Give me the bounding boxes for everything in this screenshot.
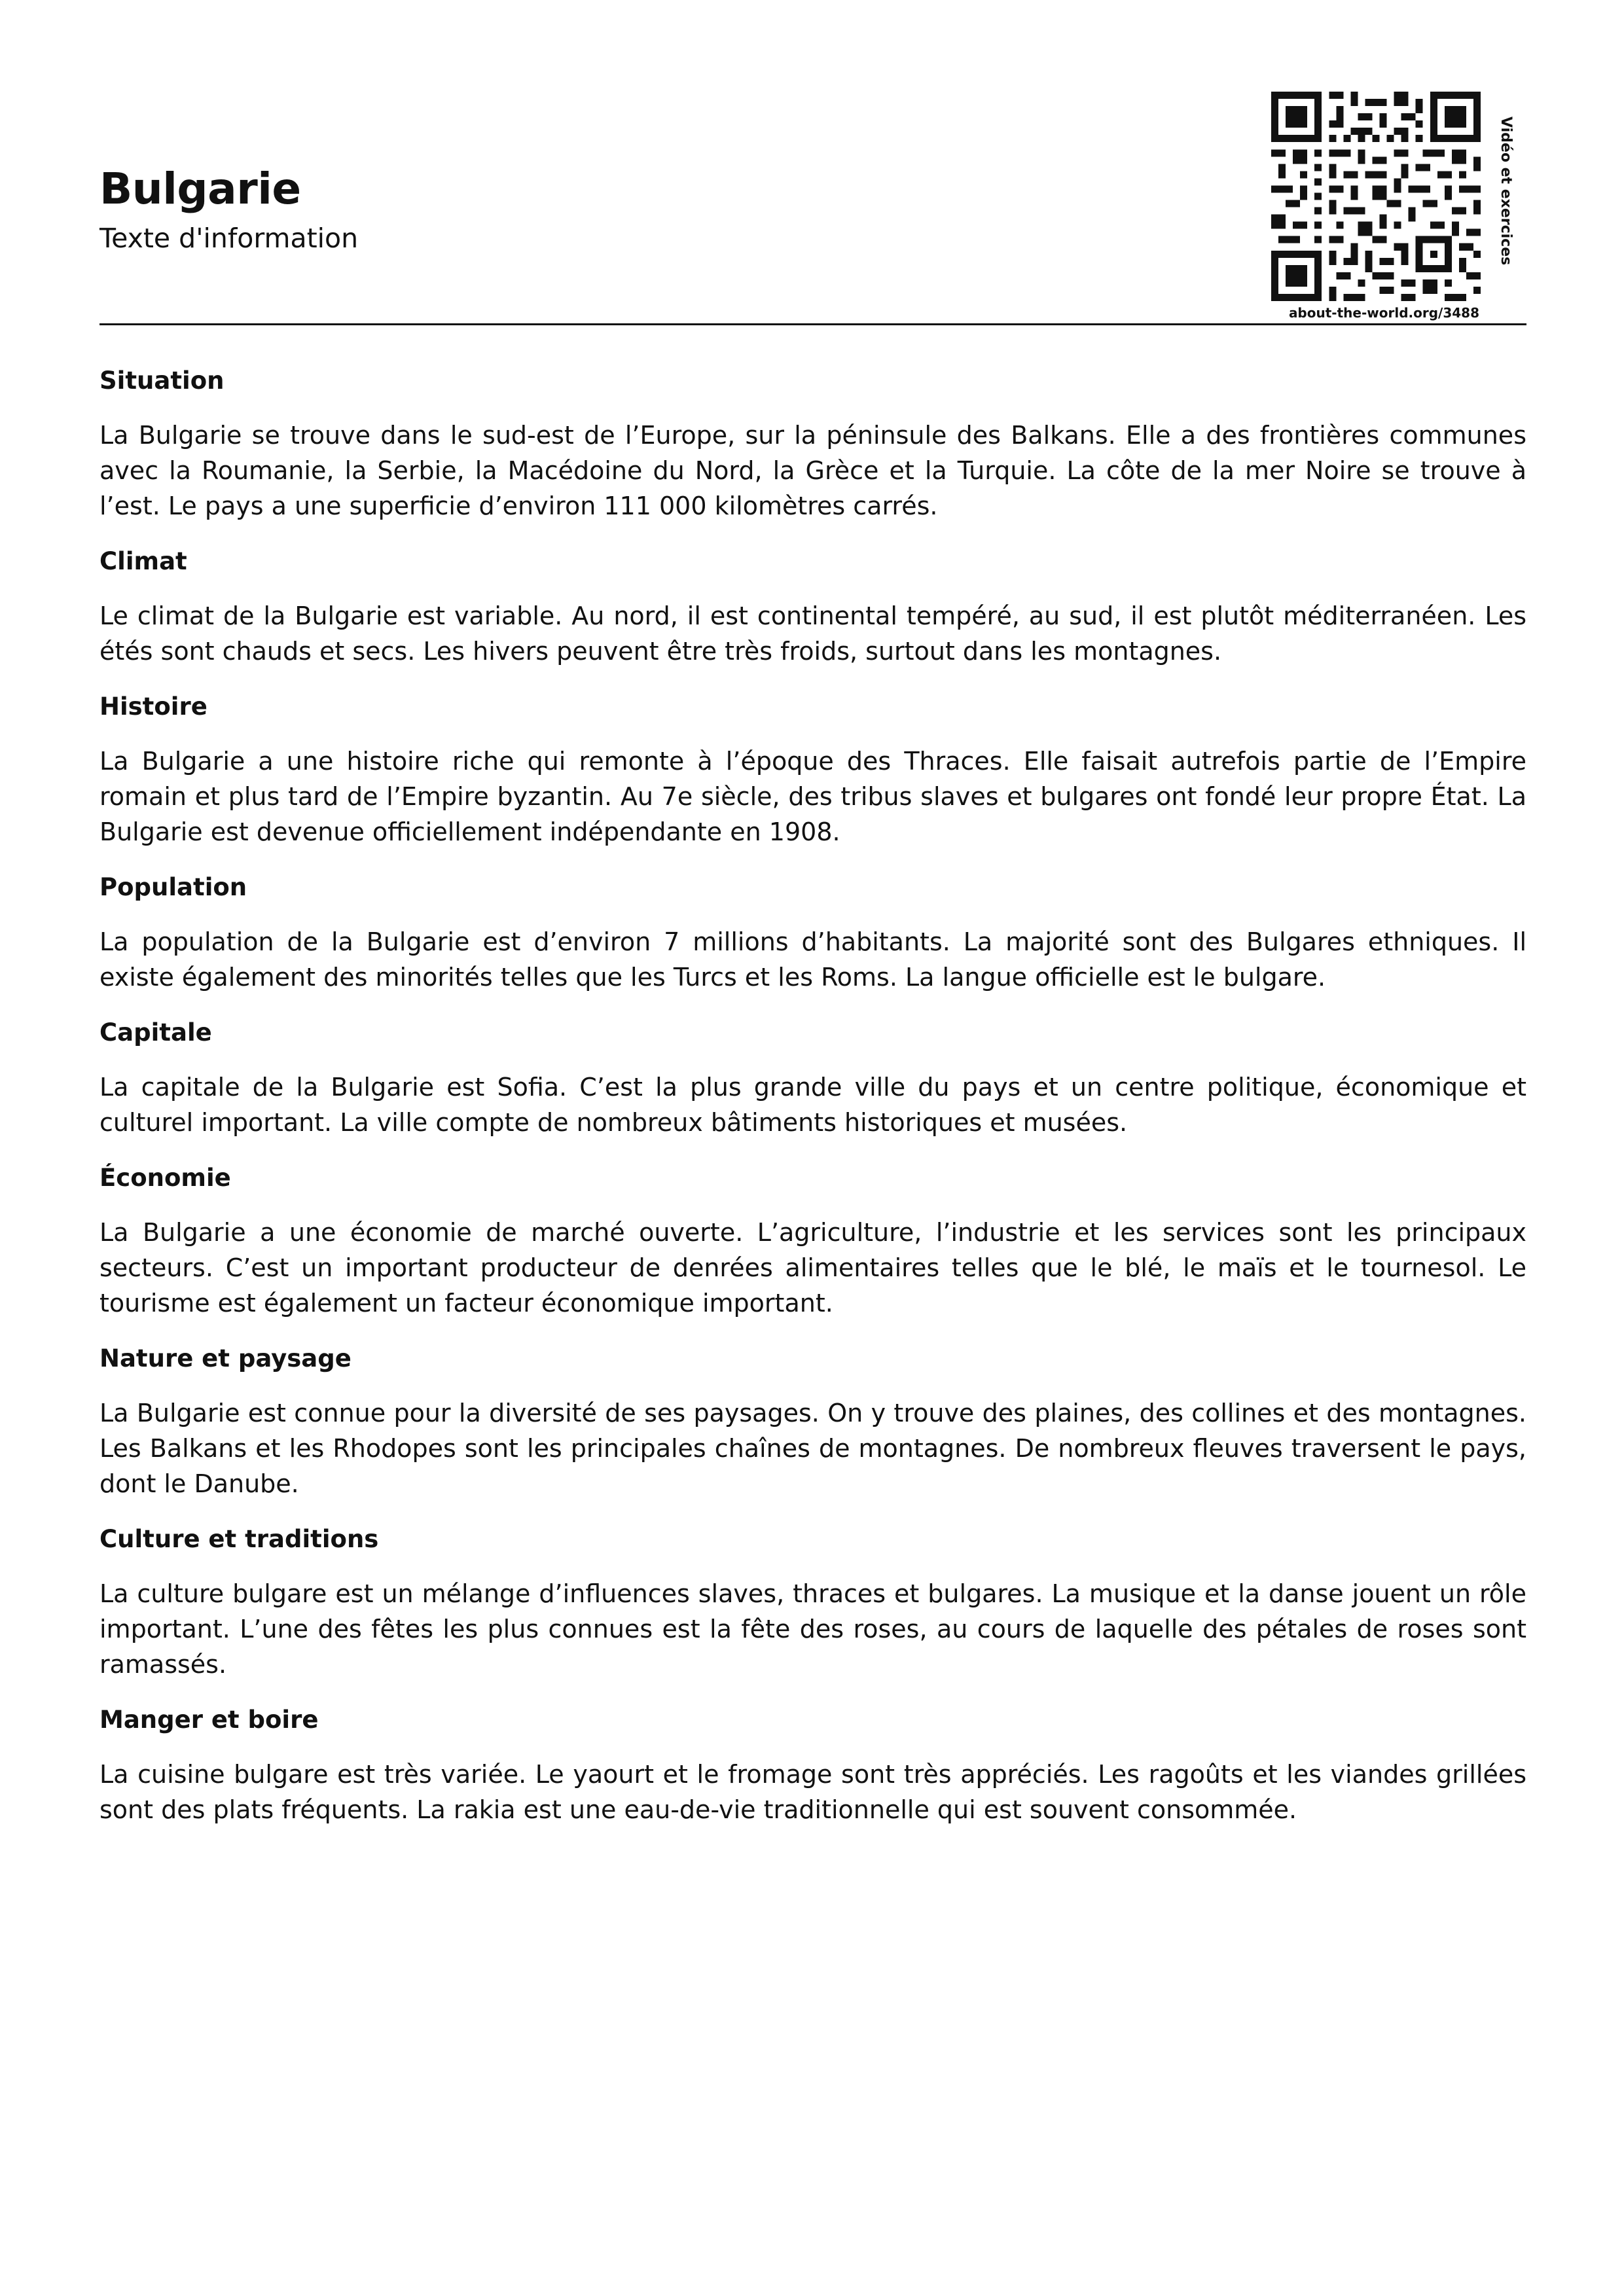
section-text: La Bulgarie se trouve dans le sud-est de l’Europe, sur la péninsule des Balkans. Elle a des frontières communes avec la Roumanie, la Serbie, la Macédoine du Nord, la Grèce et la Turquie. La côte de la mer Noire se trouve à l’est. Le pays a une superficie d’environ 111 000 kilomètres carrés.: [99, 421, 1526, 520]
section-heading: Capitale: [99, 1018, 212, 1047]
section-text: La cuisine bulgare est très variée. Le yaourt et le fromage sont très appréciés. Les ragoûts et les viandes grillées sont des plats fréquents. La rakia est une eau-de-vie traditionnelle qui est souvent consommée.: [99, 1760, 1526, 1824]
section-text: La population de la Bulgarie est d’environ 7 millions d’habitants. La majorité sont des Bulgares ethniques. Il existe également des minorités telles que les Turcs et les Roms. La langue officielle est le bulgare.: [99, 927, 1526, 992]
section-economie: [99, 1164, 1526, 1321]
section-situation: [99, 367, 1526, 524]
qr-url-caption[interactable]: about-the-world.org/3488: [1288, 305, 1479, 321]
qr-side-label-text: Vidéo et exercices: [1498, 117, 1514, 266]
section-heading: Manger et boire: [99, 1706, 319, 1734]
section-text: Le climat de la Bulgarie est variable. Au nord, il est continental tempéré, au sud, il est plutôt méditerranéen. Les étés sont chauds et secs. Les hivers peuvent être très froids, surtout dans les montagnes.: [99, 601, 1526, 666]
page-subtitle: Texte d'information: [99, 223, 359, 254]
section-culture-et-traditions: [99, 1525, 1526, 1682]
qr-side-label: [1498, 117, 1536, 313]
section-heading: Culture et traditions: [99, 1525, 379, 1553]
qr-code-icon[interactable]: [1271, 92, 1481, 301]
section-heading: Nature et paysage: [99, 1344, 352, 1372]
section-climat: [99, 547, 1526, 669]
section-text: La Bulgarie est connue pour la diversité de ses paysages. On y trouve des plaines, des collines et des montagnes. Les Balkans et les Rhodopes sont les principales chaînes de montagnes. De nombreux fleuves traversent le pays, dont le Danube.: [99, 1399, 1526, 1498]
section-heading: Climat: [99, 547, 187, 575]
section-manger-et-boire: [99, 1706, 1526, 1827]
section-capitale: [99, 1018, 1526, 1140]
section-text: La capitale de la Bulgarie est Sofia. C’est la plus grande ville du pays et un centre politique, économique et culturel important. La ville compte de nombreux bâtiments historiques et musées.: [99, 1073, 1526, 1137]
section-text: La culture bulgare est un mélange d’influences slaves, thraces et bulgares. La musique et la danse jouent un rôle important. L’une des fêtes les plus connues est la fête des roses, au cours de laquelle des pétales de roses sont ramassés.: [99, 1579, 1526, 1679]
section-heading: Population: [99, 873, 247, 901]
section-population: [99, 873, 1526, 995]
section-histoire: [99, 692, 1526, 850]
section-nature-et-paysage: [99, 1344, 1526, 1501]
qr-code-block[interactable]: [1172, 92, 1486, 321]
section-text: La Bulgarie a une économie de marché ouverte. L’agriculture, l’industrie et les services sont les principaux secteurs. C’est un important producteur de denrées alimentaires telles que le blé, le maïs et le tournesol. Le tourisme est également un facteur économique important.: [99, 1218, 1526, 1318]
document-body: [99, 367, 1526, 1851]
section-heading: Histoire: [99, 692, 208, 721]
header-divider: [99, 323, 1526, 325]
page-title: Bulgarie: [99, 164, 301, 214]
section-text: La Bulgarie a une histoire riche qui remonte à l’époque des Thraces. Elle faisait autrefois partie de l’Empire romain et plus tard de l’Empire byzantin. Au 7e siècle, des tribus slaves et bulgares ont fondé leur propre État. La Bulgarie est devenue officiellement indépendante en 1908.: [99, 747, 1526, 846]
section-heading: Économie: [99, 1164, 231, 1192]
section-heading: Situation: [99, 367, 225, 395]
